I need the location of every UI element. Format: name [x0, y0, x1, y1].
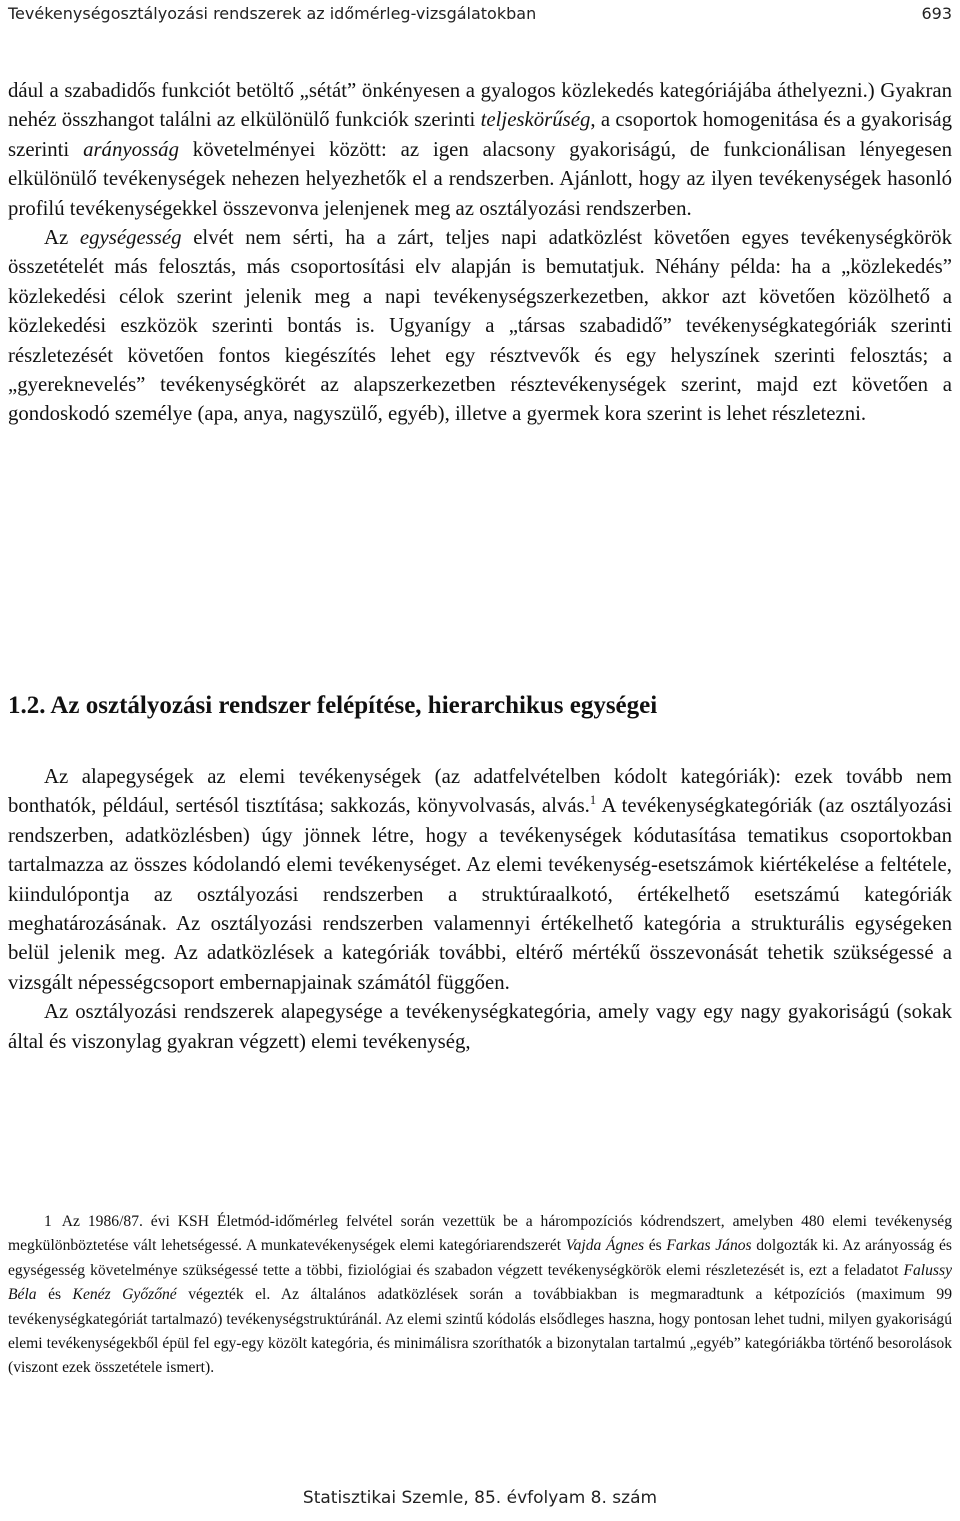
footnote-mark: 1	[44, 1213, 52, 1230]
text-run: elvét nem sérti, ha a zárt, teljes napi adatközlést követően egyes tevékenységkörök összetételét más felosztás, más csoportosítási elv alapján is bemutatjuk. Néhány példa: ha a „közlekedés” közlekedési célok szerint jelenik meg a napi tevékenységszerkezetben, akkor azt követően közölhető a közlekedési eszközök szerinti bontás is. Ugyanígy a „társas szabadidő” tevékenységkategóriák szerinti részletezését követően fontos kiegészítés lehet egy résztvevők és egy helyszínek szerinti felosztás; a „gyereknevelés” tevékenységkörét az alapszerkezetben résztevékenységek szerint, majd ezt követően a gondoskodó személye (apa, anya, nagyszülő, egyéb), illetve a gyermek kora szerint is lehet részletezni.	[8, 226, 952, 426]
italic-term: arányosság	[83, 137, 179, 161]
author-name: Farkas János	[666, 1237, 752, 1255]
text-run: , a csoportok homogenitása és a gyakoriság szerinti	[8, 108, 952, 161]
text-run: és	[36, 1286, 73, 1304]
section-heading: 1.2. Az osztályozási rendszer felépítése, hierarchikus egységei	[8, 692, 658, 719]
italic-term: egységesség	[79, 226, 182, 250]
paragraph	[8, 762, 952, 997]
text-run: dául a szabadidős funkciót betöltő „sétát” önkényesen a gyalogos közlekedés kategóriájába áthelyezni.) Gyakran nehéz összhangot találni az elkülönülő funkciók szerinti	[8, 79, 952, 132]
text-run: Az alapegységek az elemi tevékenységek (az adatfelvételben kódolt kategóriák): ezek tovább nem bonthatók, például, sertésól tisztítása; sakkozás, könyvolvasás, alvás.	[8, 765, 952, 818]
page-footer: Statisztikai Szemle, 85. évfolyam 8. szám	[302, 1488, 658, 1508]
running-header	[8, 0, 952, 26]
footnote	[8, 1210, 952, 1381]
section-body	[8, 762, 952, 1056]
footnotes	[8, 1210, 952, 1381]
author-name: Vajda Ágnes	[565, 1237, 645, 1255]
footnote-reference[interactable]: 1	[589, 793, 597, 808]
italic-term: teljeskörűség	[480, 108, 591, 132]
page-number: 693	[921, 3, 952, 23]
text-run: végezték el. Az általános adatközlések során a továbbiakban is megmaradtunk a kétpozíciós (maximum 99 tevékenységkategóriát tartalmazó) tevékenységstruktúránál. Az elemi szintű kódolás elsődleges haszna, hogy pontosan lehet tudni, milyen gyakoriságú elemi tevékenységekből épül fel egy-egy közölt kategória, és minimálisra szoríthatók a bizonytalan tartalmú „egyéb” kategóriákba történő besorolások (viszont ezek összetétele ismert).	[8, 1286, 952, 1377]
paragraph	[8, 76, 952, 223]
text-run: Az	[44, 226, 80, 250]
text-run: követelményei között: az igen alacsony gyakoriságú, de funkcionálisan lényegesen elkülönülő tevékenységek nehezen helyezhetők el a rendszerben. Ajánlott, hogy az ilyen tevékenységek hasonló profilú tevékenységekkel összevonva jelenjenek meg az osztályozási rendszerben.	[8, 137, 952, 220]
text-run: dolgozták ki. Az arányosság és egységesség követelménye szükségessé tette a többi, fiziológiai és szabadon végzett tevékenységkörök elemi részletezését is, ezt a feladatot	[8, 1237, 952, 1279]
paragraph	[8, 223, 952, 429]
author-name: Falussy Béla	[8, 1261, 952, 1304]
body-text	[8, 76, 952, 429]
text-run: és	[644, 1237, 667, 1255]
text-run: Az 1986/87. évi KSH Életmód-időmérleg felvétel során vezettük be a hárompozíciós kódrendszert, amelyben 480 elemi tevékenység megkülönböztetése vált lehetségessé. A munkatevékenységek elemi kategóriarendszerét	[8, 1213, 952, 1255]
author-name: Kenéz Győzőné	[72, 1286, 177, 1304]
paragraph: Az osztályozási rendszerek alapegysége a tevékenységkategória, amely vagy egy nagy gyakoriságú (sokak által és viszonylag gyakran végzett) elemi tevékenység,	[8, 1000, 952, 1053]
text-run: A tevékenységkategóriák (az osztályozási rendszerben, adatközlésben) úgy jönnek létre, hogy a tevékenységek kódutasítása tematikus csoportokban tartalmazza az összes kódolandó elemi tevékenységet. Az elemi tevékenység-esetszámok kiértékelése a feltétele, kiindulópontja az osztályozási rendszerben a struktúraalkotó, értékelhető esetszámú kategóriák meghatározásának. Az osztályozási rendszerben valamennyi értékelhető kategória a strukturális egységeken belül jelenik meg. Az adatközlések a kategóriák további, eltérő mértékű összevonását tehetik szükségessé a vizsgált népességcsoport embernapjainak számától függően.	[8, 794, 952, 994]
running-title: Tevékenységosztályozási rendszerek az időmérleg-vizsgálatokban	[8, 3, 537, 23]
